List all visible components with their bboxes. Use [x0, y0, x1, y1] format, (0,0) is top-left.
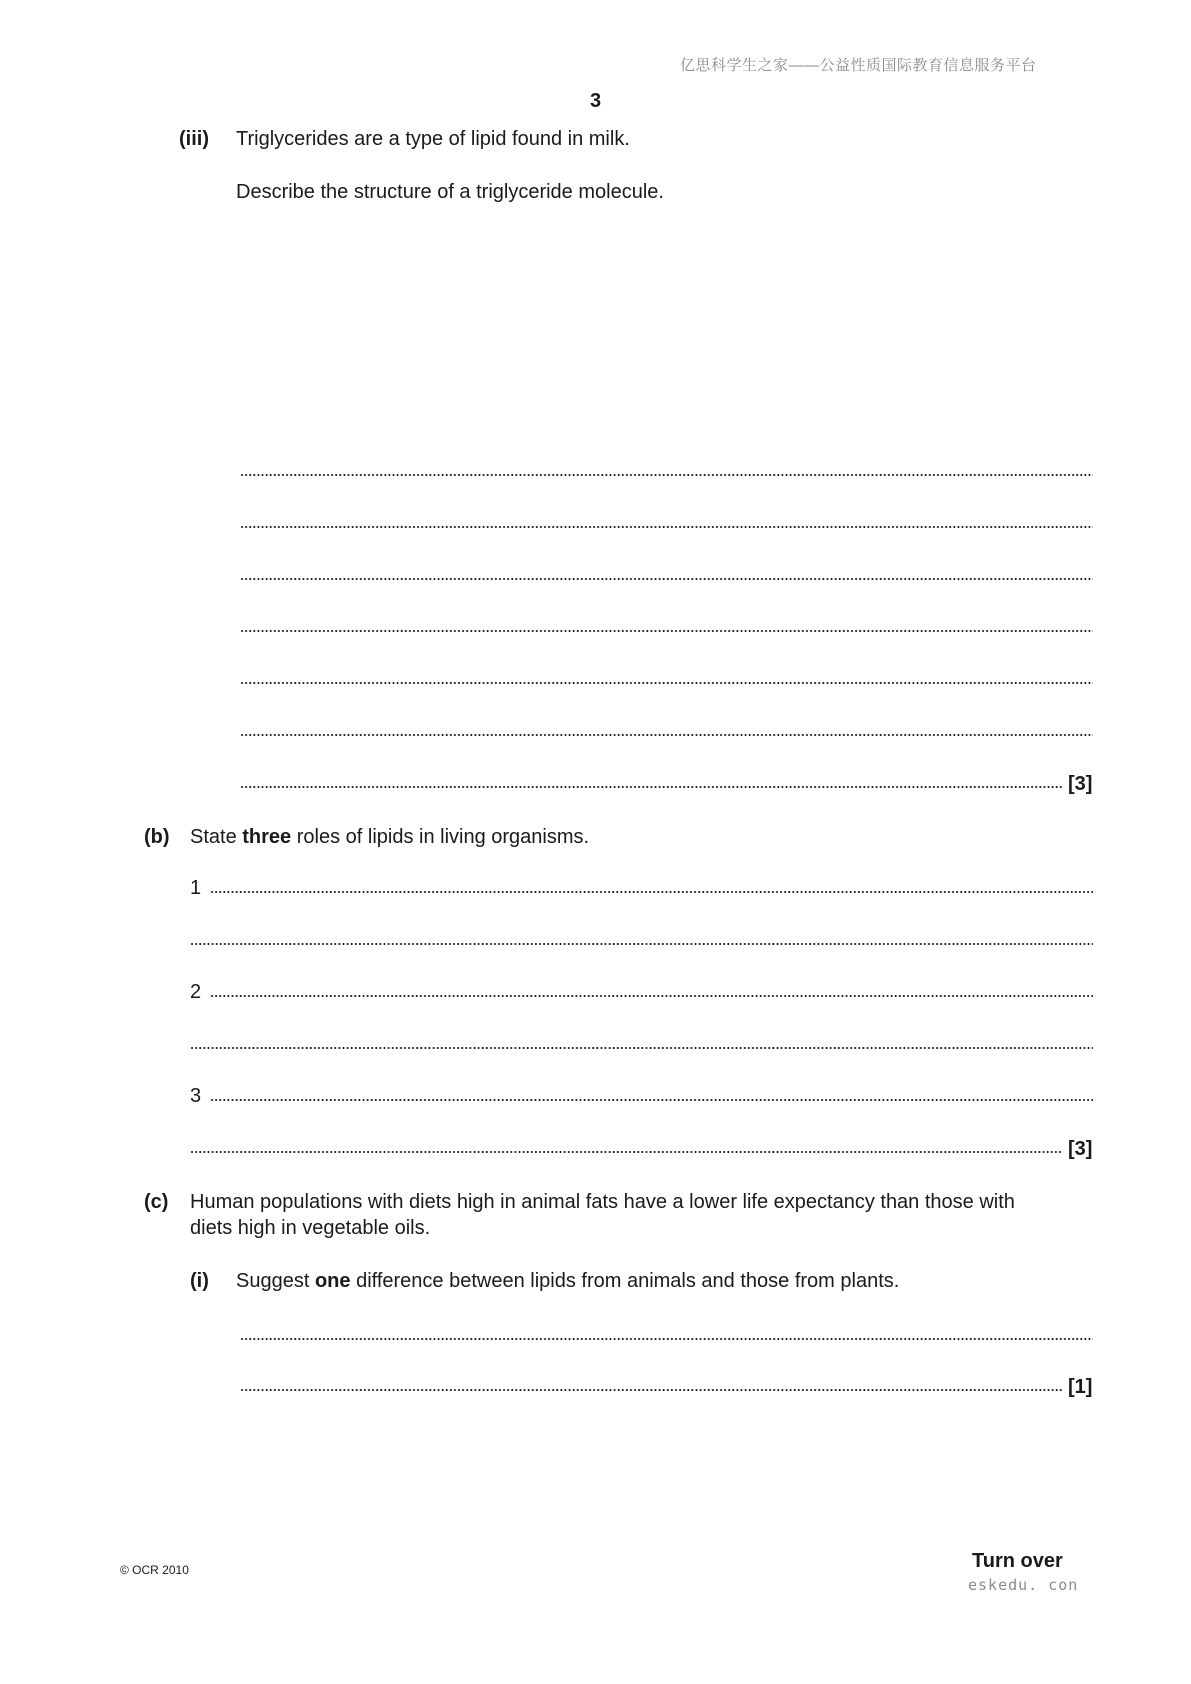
question-iii-prompt: Describe the structure of a triglyceride molecule. — [236, 181, 664, 203]
question-iii-label: (iii) — [179, 128, 209, 150]
marks-iii: [3] — [1068, 773, 1093, 795]
item-number-3: 3 — [190, 1085, 202, 1107]
question-iii-text: Triglycerides are a type of lipid found in milk. — [236, 128, 630, 150]
marks-c-i: [1] — [1068, 1376, 1093, 1398]
question-c-text-line1: Human populations with diets high in animal fats have a lower life expectancy than those with — [190, 1191, 1015, 1213]
question-b-text: State three roles of lipids in living organisms. — [190, 826, 590, 848]
answer-line-iii-4[interactable] — [240, 623, 1093, 637]
emphasis-one: one — [314, 1270, 351, 1292]
answer-line-iii-3[interactable] — [240, 571, 1093, 585]
copyright-text: © OCR 2010 — [120, 1563, 189, 1577]
footer-watermark: eskedu. con — [968, 1576, 1079, 1594]
answer-line-iii-1[interactable] — [240, 467, 1093, 481]
item-number-1: 1 — [190, 877, 202, 899]
page-number: 3 — [590, 90, 602, 112]
header-watermark: 亿思科学生之家——公益性质国际教育信息服务平台 — [680, 57, 1037, 74]
question-c-label: (c) — [144, 1191, 169, 1213]
answer-line-iii-6[interactable] — [240, 727, 1093, 741]
answer-line-iii-5[interactable] — [240, 675, 1093, 689]
answer-line-iii-2[interactable] — [240, 519, 1093, 533]
emphasis-three: three — [242, 826, 292, 848]
marks-b: [3] — [1068, 1138, 1093, 1160]
answer-line-b-2b[interactable] — [190, 1040, 1093, 1054]
answer-line-c-i-2[interactable] — [240, 1382, 1062, 1396]
question-b-label: (b) — [144, 826, 170, 848]
answer-line-c-i-1[interactable] — [240, 1331, 1093, 1345]
answer-line-b-3a[interactable] — [210, 1092, 1093, 1106]
answer-line-b-1a[interactable] — [210, 884, 1093, 898]
answer-line-b-3b[interactable] — [190, 1144, 1062, 1158]
question-c-text-line2: diets high in vegetable oils. — [190, 1217, 431, 1239]
answer-line-b-1b[interactable] — [190, 936, 1093, 950]
question-c-i-text: Suggest one difference between lipids from animals and those from plants. — [236, 1270, 900, 1292]
item-number-2: 2 — [190, 981, 202, 1003]
turn-over-label: Turn over — [972, 1550, 1063, 1572]
answer-line-iii-7[interactable] — [240, 779, 1062, 793]
answer-line-b-2a[interactable] — [210, 988, 1093, 1002]
question-c-i-label: (i) — [190, 1270, 209, 1292]
